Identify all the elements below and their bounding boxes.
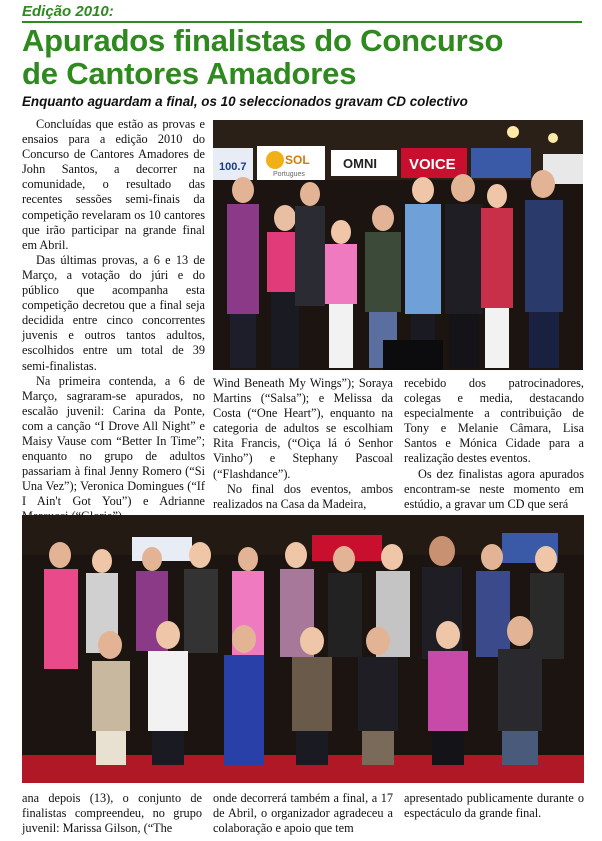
paragraph: Os dez finalistas agora apurados encontram-se neste momento em estúdio, a gravar um CD que será [404,466,584,511]
group-photo-1 [213,120,583,370]
paragraph: Wind Beneath My Wings”); Soraya Martins (“Salsa”); e Melissa da Costa (“One Heart”), enquanto na categoria de adultos se escolhiam Rita Francis, (“Oiça lá ó Senhor Vinho”) e Stephany Pascoal (“Flashdance”). [213,376,393,481]
subheadline: Enquanto aguardam a final, os 10 seleccionados gravam CD colectivo [22,94,468,109]
headline-line-1: Apurados finalistas do Concurso [22,23,504,58]
paragraph: recebido dos patrocinadores, colegas e media, destacando especialmente a contribuição de Tony e Melanie Câmara, Lisa Santos e Mónica Cidade para a realização destes eventos. [404,376,584,466]
group-photo-2 [22,515,584,783]
paragraph: No final dos eventos, ambos realizados na Casa da Madeira, [213,481,393,511]
article-bottom-column-3 [404,791,584,821]
banner-voice-text: VOICE [409,156,456,173]
banner-portugues-text: Portugues [273,171,305,178]
article-column-2 [213,376,393,512]
headline-line-2: de Cantores Amadores [22,56,357,91]
banner-radio-text: 100.7 [219,161,247,173]
paragraph: ana depois (13), o conjunto de finalistas compreendeu, no grupo juvenil: Marissa Gilson, (“The [22,791,202,836]
article-bottom-column-2 [213,791,393,836]
paragraph: Das últimas provas, a 6 e 13 de Março, a votação do júri e do público que acompanha esta competição decretou que a final seja decidida entre cinco concorrentes juvenis e outros tantos adultos, escolhidos entre um total de 39 semi-finalistas. [22,252,205,373]
paragraph: apresentado publicamente durante o espectáculo da grande final. [404,791,584,821]
headline [22,24,592,90]
paragraph: Na primeira contenda, a 6 de Março, sagraram-se apurados, no escalão juvenil: Carina da Ponte, com a canção “I Drove All Night” e Maisy Vause com “Better In Time”; enquanto no grupo de adultos passariam à final Jenny Romero (“Si Una Vez”); Veronica Domingues (“If I Ain't Got You”) e Adrianne [22,373,205,509]
photo-all-finalists [22,515,584,783]
banner-sol-text: SOL [285,153,310,167]
banner-omni-text: OMNI [343,156,377,171]
edition-label: Edição 2010: [22,3,114,20]
paragraph: onde decorrerá também a final, a 17 de Abril, o organizador agradeceu a colaboração e apoio que tem [213,791,393,836]
photo-semifinal-juvenil [213,120,583,370]
article-column-3 [404,376,584,512]
article-bottom-column-1 [22,791,202,836]
article-column-1 [22,117,205,540]
paragraph: Concluídas que estão as provas e ensaios para a edição 2010 do Concurso de Cantores Amadores de John Santos, a decorrer na comunidade, o resultado das recentes sessões semi-finais da competição revelaram os 10 cantores que irão participar na grande final em Abril. [22,117,205,252]
